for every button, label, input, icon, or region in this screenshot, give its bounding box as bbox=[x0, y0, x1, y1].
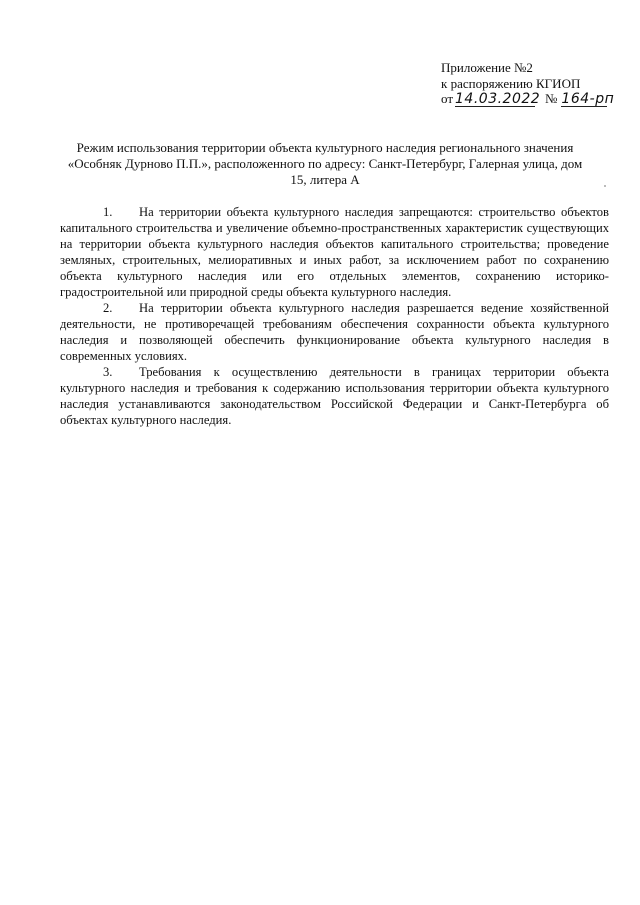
paragraph-item bbox=[60, 204, 609, 300]
appendix-date-line bbox=[441, 91, 615, 107]
item-number: 3. bbox=[103, 365, 113, 379]
number-prefix: № bbox=[545, 91, 558, 106]
date-prefix: от bbox=[441, 91, 454, 106]
appendix-reference: к распоряжению КГИОП bbox=[441, 75, 581, 91]
paragraph-item bbox=[60, 300, 609, 364]
document-body bbox=[60, 204, 609, 428]
item-text: На территории объекта культурного наследия разрешается ведение хозяйственной деятельности, не противоречащей требованиям обеспечения сохранности объекта культурного наследия и позволяющей обеспечить функционирование объекта культурного наследия в современных условиях. bbox=[60, 301, 609, 363]
scan-artifact bbox=[604, 185, 606, 187]
item-number: 1. bbox=[103, 205, 113, 219]
document-title: Режим использования территории объекта культурного наследия регионального значения «Особняк Дурново П.П.», расположенного по адресу: Санкт-Петербург, Галерная улица, дом 15, литера А bbox=[67, 140, 583, 187]
item-text: Требования к осуществлению деятельности в границах территории объекта культурного наследия и требования к содержанию использования территории объекта культурного наследия устанавливаются законодательством Российской Федерации и Санкт-Петербурга об объектах культурного наследия. bbox=[60, 365, 609, 427]
appendix-header bbox=[441, 60, 615, 107]
handwritten-number: 164-рп bbox=[561, 91, 615, 107]
paragraph-item bbox=[60, 364, 609, 428]
handwritten-date: 14.03.2022 bbox=[455, 91, 541, 107]
item-text: На территории объекта культурного наследия запрещаются: строительство объектов капитального строительства и увеличение объемно-пространственных характеристик существующих на территории объекта культурного наследия объектов капитального строительства; проведение земляных, строительных, мелиоративных и иных работ, за исключением работ по сохранению объекта культурного наследия или его отдельных элементов, сохранению историко-градостроительной или природной среды объекта культурного наследия. bbox=[60, 205, 609, 299]
appendix-title: Приложение №2 bbox=[441, 60, 533, 75]
item-number: 2. bbox=[103, 301, 113, 315]
